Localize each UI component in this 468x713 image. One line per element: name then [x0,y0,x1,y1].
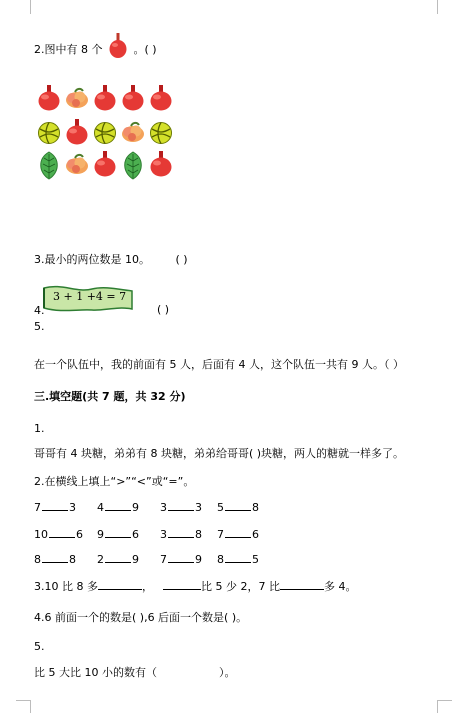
compare-blank[interactable] [105,501,131,511]
paddle-icon [92,150,118,180]
compare-left: 3 [160,528,167,541]
compare-right: 6 [132,528,139,541]
fill-5-part-a: 比 5 大比 10 小的数有（ [34,666,157,679]
compare-blank[interactable] [105,528,131,538]
compare-item [160,528,202,542]
compare-blank[interactable] [225,501,251,511]
corner-mark [438,700,452,701]
fill-3-blank-3[interactable] [280,580,324,590]
section-title: 三.填空题(共 7 题，共 32 分) [34,390,186,403]
compare-blank[interactable] [105,553,131,563]
corner-mark [30,700,31,713]
fill-3-part-c: 比 5 少 2，7 比 [200,580,280,593]
compare-blank[interactable] [49,528,75,538]
equation-text: 3 + 1 +4 = 7 [53,290,127,303]
paddle-icon [108,33,128,59]
corner-mark [30,0,31,14]
paddle-icon [120,84,146,114]
compare-left: 8 [217,553,224,566]
compare-blank[interactable] [42,553,68,563]
compare-item [97,528,139,542]
question-3 [34,253,188,267]
compare-item [160,501,202,515]
compare-left: 5 [217,501,224,514]
question-3-answer-paren[interactable]: ( ) [175,253,188,266]
question-3-text: 3.最小的两位数是 10。 [34,253,150,266]
compare-blank[interactable] [225,528,251,538]
paddle-icon [148,150,174,180]
question-2-unit: 个 [91,43,103,56]
compare-right: 5 [252,553,259,566]
compare-right: 6 [252,528,259,541]
fill-1-number: 1. [34,422,45,435]
compare-right: 6 [76,528,83,541]
paddle-icon [92,84,118,114]
compare-left: 4 [97,501,104,514]
question-5-number: 5. [34,320,45,333]
compare-item [97,501,139,515]
fill-5 [34,666,235,680]
corner-mark [437,700,438,713]
question-4-answer-paren[interactable]: ( ) [157,303,170,316]
compare-blank[interactable] [225,553,251,563]
fill-3-blank-1[interactable] [98,580,142,590]
compare-blank[interactable] [42,501,68,511]
fill-3 [34,580,356,594]
peach-icon [64,84,90,114]
compare-item [34,528,83,542]
compare-item [34,553,76,567]
compare-item [160,553,202,567]
compare-left: 9 [97,528,104,541]
fill-4-text: 4.6 前面一个的数是( ),6 后面一个数是( )。 [34,611,248,624]
leaf-icon [36,150,62,180]
fill-3-part-d: 多 4。 [323,580,357,593]
compare-left: 7 [34,501,41,514]
compare-blank[interactable] [168,553,194,563]
compare-right: 3 [69,501,76,514]
question-2-count: 8 [81,43,88,56]
compare-item [217,553,259,567]
paddle-icon [36,84,62,114]
fill-2-instruction: 2.在横线上填上“>”“<”或“=”。 [34,475,195,488]
ball-icon [36,118,62,148]
compare-left: 7 [160,553,167,566]
corner-mark [16,700,30,701]
compare-blank[interactable] [168,528,194,538]
ball-icon [148,118,174,148]
fill-5-part-b: ）。 [218,666,236,679]
compare-right: 3 [195,501,202,514]
compare-left: 8 [34,553,41,566]
compare-right: 8 [69,553,76,566]
peach-icon [120,118,146,148]
question-2 [34,33,157,59]
compare-item [34,501,76,515]
compare-left: 10 [34,528,48,541]
fill-3-part-b: ， [141,580,153,593]
compare-left: 3 [160,501,167,514]
question-2-prefix: 2.图中有 [34,43,78,56]
paddle-icon [64,118,90,148]
compare-right: 9 [132,501,139,514]
leaf-icon [120,150,146,180]
compare-blank[interactable] [168,501,194,511]
question-4-number: 4. [34,304,45,317]
compare-item [217,528,259,542]
ball-icon [92,118,118,148]
peach-icon [64,150,90,180]
fill-5-number: 5. [34,640,45,653]
compare-left: 7 [217,528,224,541]
question-2-answer-paren[interactable]: 。( ) [133,43,157,56]
compare-left: 2 [97,553,104,566]
fill-1-text: 哥哥有 4 块糖，弟弟有 8 块糖，弟弟给哥哥( )块糖，两人的糖就一样多了。 [34,447,405,460]
fill-3-blank-2[interactable] [163,580,201,590]
compare-item [97,553,139,567]
paddle-icon [148,84,174,114]
compare-right: 9 [132,553,139,566]
compare-right: 8 [252,501,259,514]
corner-mark [437,0,438,14]
compare-item [217,501,259,515]
compare-right: 9 [195,553,202,566]
compare-right: 8 [195,528,202,541]
question-5-text: 在一个队伍中，我的前面有 5 人，后面有 4 人，这个队伍一共有 9 人。（ ） [34,358,404,371]
fill-3-part-a: 3.10 比 8 多 [34,580,98,593]
